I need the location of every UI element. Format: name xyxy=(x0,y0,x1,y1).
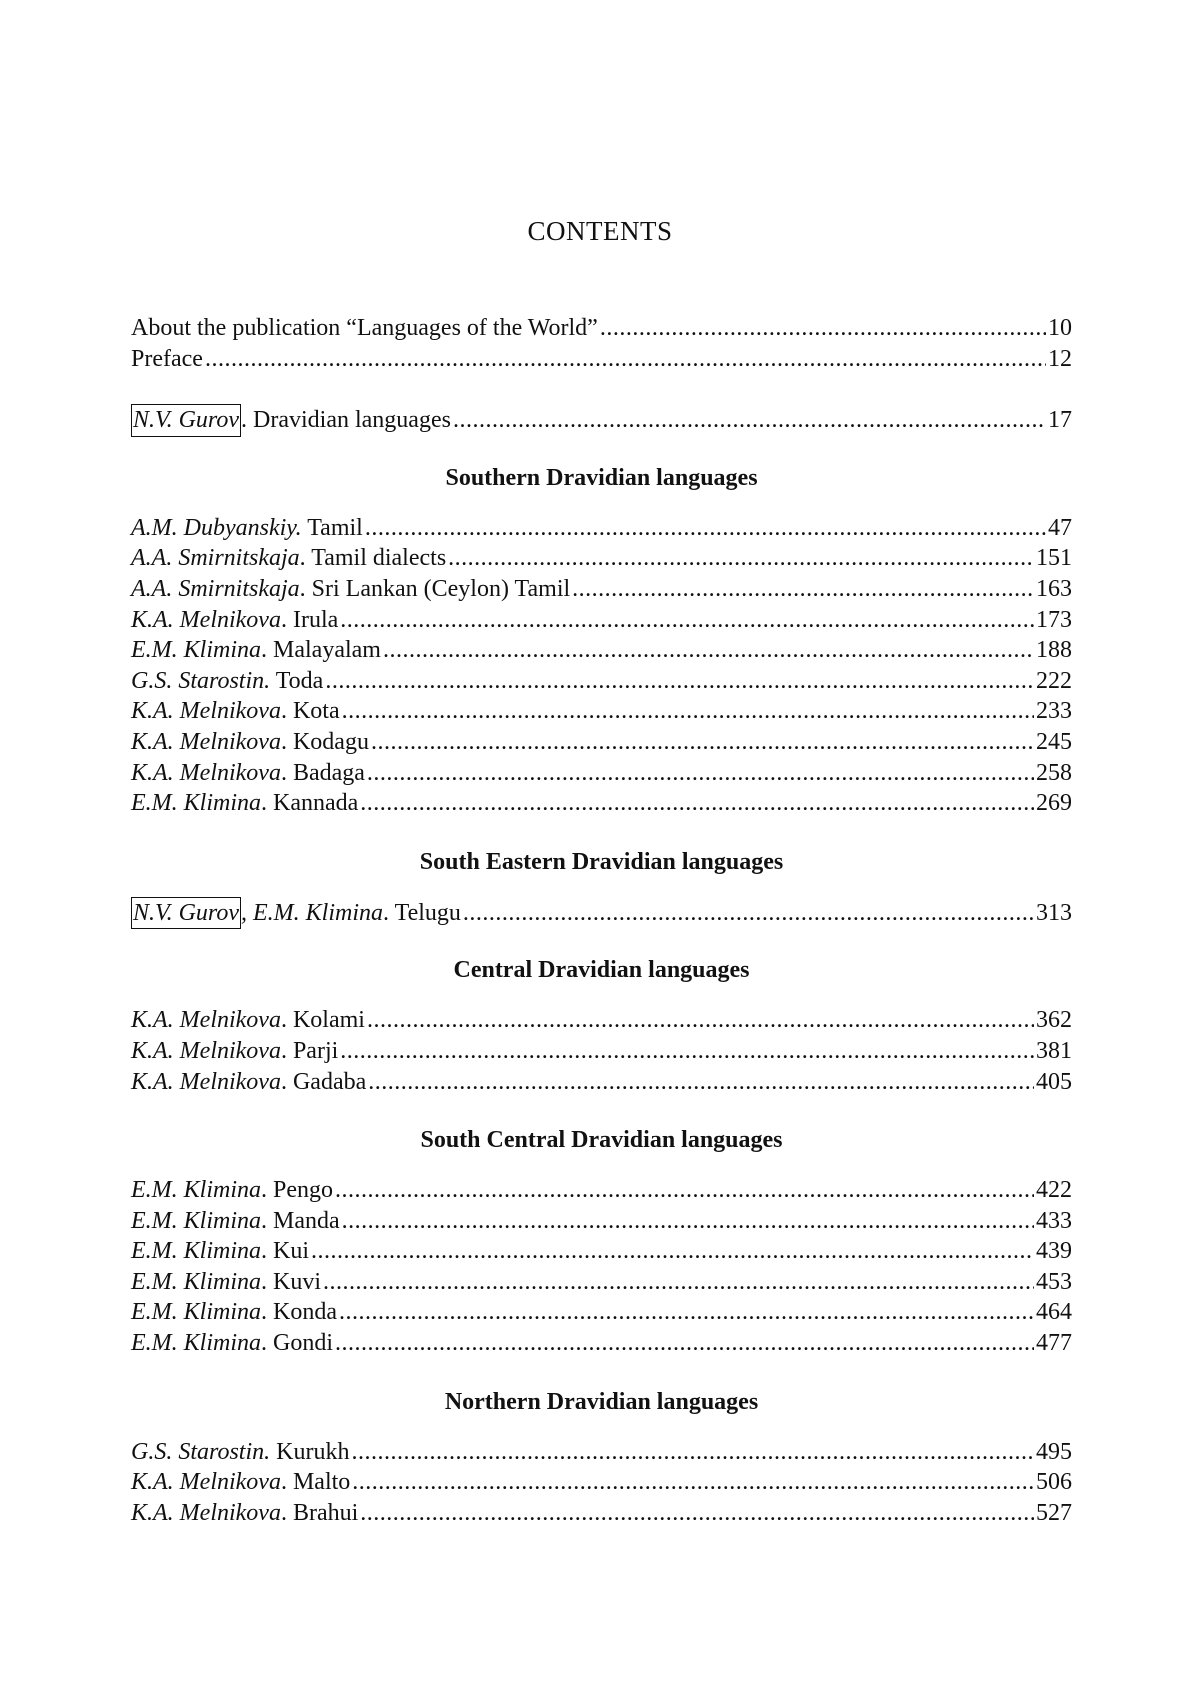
entry-title: . Kuvi xyxy=(261,1268,321,1295)
dot-leader xyxy=(335,1328,1034,1359)
dot-leader xyxy=(383,635,1034,666)
page-number: 453 xyxy=(1036,1268,1072,1295)
page-number: 10 xyxy=(1048,315,1072,341)
entry-author: K.A. Melnikova xyxy=(131,606,281,633)
toc-entry[interactable] xyxy=(131,543,1072,574)
entry-author: E.M. Klimina xyxy=(131,1207,261,1234)
entry-title: . Kannada xyxy=(261,790,359,817)
entry-author: , E.M. Klimina xyxy=(241,899,384,926)
entry-title: . Malto xyxy=(280,1469,351,1496)
page-number: 362 xyxy=(1036,1007,1072,1034)
toc-entry[interactable] xyxy=(131,574,1072,605)
entry-title: Kurukh xyxy=(270,1438,350,1465)
entry-title: . Irula xyxy=(280,606,339,633)
entry-title: Toda xyxy=(270,667,324,694)
dot-leader xyxy=(325,666,1034,697)
entry-author: K.A. Melnikova xyxy=(131,728,281,755)
dot-leader xyxy=(572,574,1034,605)
toc-entry-about[interactable] xyxy=(131,313,1072,344)
entry-author: E.M. Klimina xyxy=(131,790,261,817)
entry-title: . Parji xyxy=(280,1037,339,1064)
page-number: 222 xyxy=(1036,667,1072,694)
page-number: 173 xyxy=(1036,606,1072,633)
page-number: 439 xyxy=(1036,1238,1072,1265)
toc-entry[interactable] xyxy=(131,1498,1072,1529)
dot-leader xyxy=(448,543,1034,574)
dot-leader xyxy=(453,405,1046,436)
entry-title: . Kota xyxy=(280,698,340,725)
entry-title: . Telugu xyxy=(383,899,461,926)
page-number: 477 xyxy=(1036,1330,1072,1357)
entry-title: . Gadaba xyxy=(280,1068,367,1095)
page-number: 245 xyxy=(1036,728,1072,755)
page-number: 188 xyxy=(1036,637,1072,664)
dot-leader xyxy=(367,1005,1034,1036)
section-heading: South Eastern Dravidian languages xyxy=(419,848,784,875)
toc-entry[interactable] xyxy=(131,788,1072,819)
toc-entry[interactable] xyxy=(131,696,1072,727)
entry-author-boxed: N.V. Gurov xyxy=(131,404,241,437)
entry-author: K.A. Melnikova xyxy=(131,759,281,786)
table-of-contents xyxy=(131,313,1072,1528)
entry-title: . Dravidian languages xyxy=(241,407,451,434)
entry-author: E.M. Klimina xyxy=(131,1238,261,1265)
spacer xyxy=(131,927,1072,949)
dot-leader xyxy=(342,696,1034,727)
dot-leader xyxy=(335,1175,1034,1206)
page-number: 433 xyxy=(1036,1207,1072,1234)
page-title: CONTENTS xyxy=(527,216,673,246)
entry-author: K.A. Melnikova xyxy=(131,698,281,725)
toc-entry[interactable] xyxy=(131,1437,1072,1468)
spacer xyxy=(131,1097,1072,1119)
entry-author: A.A. Smirnitskaja xyxy=(131,545,300,572)
entry-author: G.S. Starostin. xyxy=(131,667,271,694)
toc-entry[interactable] xyxy=(131,727,1072,758)
toc-entry-preface[interactable] xyxy=(131,344,1072,375)
entry-author: E.M. Klimina xyxy=(131,1299,261,1326)
dot-leader xyxy=(340,1036,1034,1067)
page-number: 258 xyxy=(1036,759,1072,786)
entry-title: Tamil xyxy=(301,514,363,541)
dot-leader xyxy=(311,1236,1034,1267)
entry-title: . Sri Lankan (Ceylon) Tamil xyxy=(299,575,571,602)
page-number: 405 xyxy=(1036,1068,1072,1095)
entry-author: K.A. Melnikova xyxy=(131,1499,281,1526)
dot-leader xyxy=(600,313,1046,344)
entry-author: A.M. Dubyanskiy. xyxy=(131,514,302,541)
page-number: 381 xyxy=(1036,1037,1072,1064)
page-number: 233 xyxy=(1036,698,1072,725)
dot-leader xyxy=(339,1297,1034,1328)
toc-entry[interactable] xyxy=(131,635,1072,666)
section-heading: Northern Dravidian languages xyxy=(444,1388,759,1415)
entry-author: E.M. Klimina xyxy=(131,1177,261,1204)
toc-entry[interactable] xyxy=(131,513,1072,544)
dot-leader xyxy=(367,758,1034,789)
dot-leader xyxy=(371,727,1034,758)
toc-entry[interactable] xyxy=(131,1206,1072,1237)
entry-title: . Tamil dialects xyxy=(299,545,447,572)
entry-title: Preface xyxy=(131,345,203,372)
page-number: 527 xyxy=(1036,1499,1072,1526)
dot-leader xyxy=(360,1498,1034,1529)
entry-title: . Malayalam xyxy=(261,637,381,664)
dot-leader xyxy=(365,513,1046,544)
section-heading: Southern Dravidian languages xyxy=(445,464,758,491)
entry-author: E.M. Klimina xyxy=(131,1330,261,1357)
entry-author: K.A. Melnikova xyxy=(131,1469,281,1496)
entry-title: . Konda xyxy=(261,1299,337,1326)
dot-leader xyxy=(463,898,1034,929)
section-heading: Central Dravidian languages xyxy=(453,957,750,984)
page-number: 163 xyxy=(1036,575,1072,602)
entry-title: . Manda xyxy=(261,1207,340,1234)
entry-title: About the publication “Languages of the World” xyxy=(131,315,598,341)
entry-title: . Kui xyxy=(261,1238,309,1265)
toc-entry[interactable] xyxy=(131,1175,1072,1206)
toc-entry[interactable] xyxy=(131,1036,1072,1067)
page-number: 269 xyxy=(1036,790,1072,817)
entry-title: . Gondi xyxy=(261,1330,333,1357)
page-number: 17 xyxy=(1048,407,1072,434)
dot-leader xyxy=(368,1067,1034,1098)
entry-title: . Pengo xyxy=(261,1177,333,1204)
entry-author-boxed: N.V. Gurov xyxy=(131,897,241,930)
toc-entry[interactable] xyxy=(131,1297,1072,1328)
dot-leader xyxy=(340,605,1034,636)
toc-entry[interactable] xyxy=(131,1067,1072,1098)
page-number: 151 xyxy=(1036,545,1072,572)
page-number: 464 xyxy=(1036,1299,1072,1326)
toc-entry[interactable] xyxy=(131,1267,1072,1298)
entry-title: . Brahui xyxy=(280,1499,359,1526)
entry-author: K.A. Melnikova xyxy=(131,1037,281,1064)
toc-entry[interactable] xyxy=(131,897,1072,928)
toc-entry-dravidian-languages[interactable] xyxy=(131,404,1072,435)
toc-entry[interactable] xyxy=(131,1005,1072,1036)
page-number: 47 xyxy=(1048,514,1072,541)
dot-leader xyxy=(323,1267,1034,1298)
toc-entry[interactable] xyxy=(131,1236,1072,1267)
entry-title: . Kolami xyxy=(280,1007,365,1034)
entry-author: G.S. Starostin. xyxy=(131,1438,271,1465)
toc-entry[interactable] xyxy=(131,1328,1072,1359)
spacer xyxy=(131,374,1072,404)
toc-sections xyxy=(131,435,1072,1529)
entry-author: K.A. Melnikova xyxy=(131,1068,281,1095)
page-number: 12 xyxy=(1048,345,1072,372)
page-number: 506 xyxy=(1036,1469,1072,1496)
dot-leader xyxy=(351,1437,1034,1468)
page-number: 422 xyxy=(1036,1177,1072,1204)
toc-entry[interactable] xyxy=(131,758,1072,789)
page-number: 313 xyxy=(1036,899,1072,926)
entry-title: . Badaga xyxy=(280,759,365,786)
entry-author: E.M. Klimina xyxy=(131,637,261,664)
toc-entry[interactable] xyxy=(131,666,1072,697)
page-number: 495 xyxy=(1036,1438,1072,1465)
toc-entry[interactable] xyxy=(131,605,1072,636)
entry-author: E.M. Klimina xyxy=(131,1268,261,1295)
dot-leader xyxy=(352,1467,1034,1498)
toc-entry[interactable] xyxy=(131,1467,1072,1498)
spacer xyxy=(131,435,1072,457)
dot-leader xyxy=(342,1206,1034,1237)
spacer xyxy=(131,1359,1072,1381)
entry-title: . Kodagu xyxy=(280,728,369,755)
spacer xyxy=(131,819,1072,841)
dot-leader xyxy=(360,788,1034,819)
section-heading: South Central Dravidian languages xyxy=(420,1127,783,1154)
entry-author: K.A. Melnikova xyxy=(131,1007,281,1034)
entry-author: A.A. Smirnitskaja xyxy=(131,575,300,602)
dot-leader xyxy=(205,344,1046,375)
